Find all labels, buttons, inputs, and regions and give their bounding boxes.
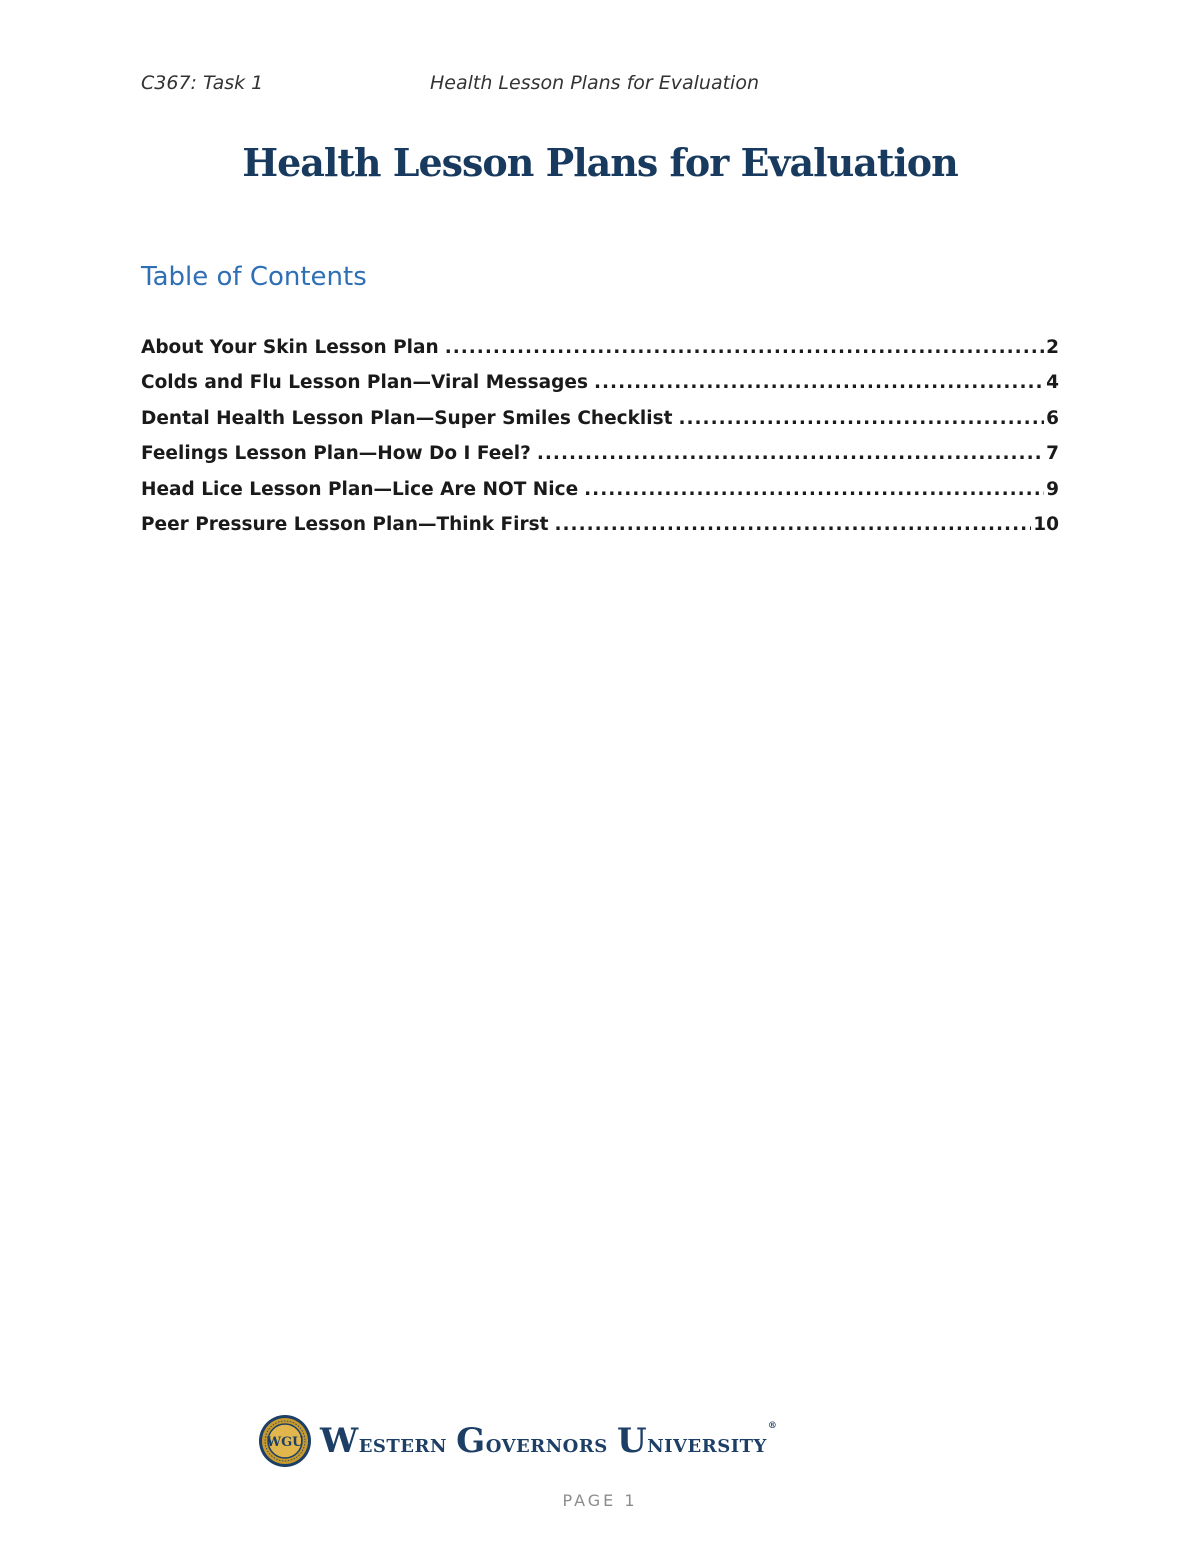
- wordmark-word: estern: [358, 1429, 447, 1458]
- header-course: C367: Task 1: [141, 72, 264, 94]
- toc-entry-page[interactable]: 7: [1046, 443, 1059, 465]
- toc-entry[interactable]: [141, 372, 1059, 407]
- document-title: Health Lesson Plans for Evaluation: [242, 140, 958, 185]
- page-number: PAGE 1: [562, 1491, 638, 1510]
- toc-entry-title[interactable]: Feelings Lesson Plan—How Do I Feel?: [141, 443, 531, 465]
- toc-entry-page[interactable]: 10: [1033, 513, 1059, 535]
- toc-entry[interactable]: [141, 479, 1059, 514]
- toc-entry-page[interactable]: 4: [1046, 372, 1059, 394]
- toc-entry-title[interactable]: Colds and Flu Lesson Plan—Viral Messages: [141, 372, 588, 394]
- toc-leader: [555, 514, 1032, 535]
- toc-entry-page[interactable]: 6: [1046, 407, 1059, 429]
- header-title: Health Lesson Plans for Evaluation: [430, 72, 759, 94]
- toc-entry-title[interactable]: Peer Pressure Lesson Plan—Think First: [141, 513, 549, 535]
- toc-heading: Table of Contents: [141, 262, 367, 292]
- wordmark-initial: G: [456, 1421, 486, 1461]
- toc-entry[interactable]: [141, 337, 1059, 372]
- toc-entry-title[interactable]: Dental Health Lesson Plan—Super Smiles Checklist: [141, 407, 673, 429]
- toc-leader: [445, 337, 1044, 358]
- toc-entry[interactable]: [141, 514, 1059, 549]
- wgu-logo: [258, 1413, 777, 1469]
- toc-leader: [584, 479, 1044, 500]
- toc-leader: [537, 443, 1044, 464]
- wordmark-word: niversity: [647, 1429, 767, 1458]
- toc-entry[interactable]: [141, 443, 1059, 478]
- seal-text: WGU: [266, 1435, 304, 1450]
- toc-entry[interactable]: [141, 408, 1059, 443]
- wordmark-initial: U: [617, 1421, 648, 1461]
- toc-leader: [594, 372, 1044, 393]
- wordmark-word: overnors: [485, 1429, 608, 1458]
- toc-entry-title[interactable]: Head Lice Lesson Plan—Lice Are NOT Nice: [141, 478, 579, 500]
- wgu-wordmark: [320, 1421, 777, 1461]
- registered-mark: ®: [767, 1421, 778, 1431]
- toc-entry-title[interactable]: About Your Skin Lesson Plan: [141, 337, 439, 358]
- wordmark-initial: W: [320, 1421, 359, 1461]
- table-of-contents: [141, 337, 1059, 549]
- toc-entry-page[interactable]: 9: [1046, 478, 1059, 500]
- toc-entry-page[interactable]: 2: [1046, 337, 1059, 358]
- wgu-seal-icon: [258, 1414, 312, 1468]
- toc-leader: [678, 408, 1044, 429]
